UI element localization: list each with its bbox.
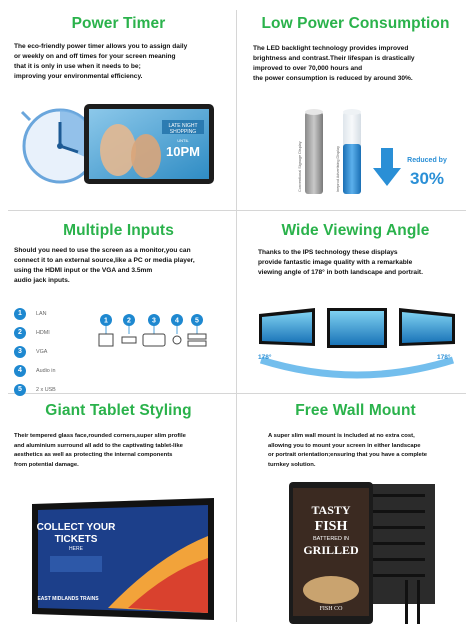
- svg-text:Ineprod Advertising Display: Ineprod Advertising Display: [336, 145, 340, 192]
- power-timer-title: Power Timer: [71, 15, 166, 32]
- angle-arc: [261, 360, 453, 375]
- portrait-screen: [289, 482, 373, 624]
- ineprod-bar: [343, 109, 361, 194]
- svg-text:30%: 30%: [409, 169, 445, 188]
- number-badge: 2: [14, 327, 26, 339]
- number-badge: 1: [14, 308, 26, 320]
- svg-text:UNTIL: UNTIL: [177, 138, 189, 143]
- input-legend: [14, 304, 84, 399]
- giant-tablet-line: Their tempered glass face,rounded corners,super slim profile: [14, 433, 186, 439]
- monitor-image: [84, 104, 214, 184]
- viewing-angle-illustration: [251, 304, 463, 384]
- vga-port-icon: [143, 334, 165, 346]
- legend-item: [14, 304, 84, 323]
- wide-angle-description: [258, 248, 470, 278]
- low-power-line: improved to over 70,000 hours and: [253, 65, 363, 72]
- svg-text:FISH CO: FISH CO: [319, 606, 343, 612]
- wall-mount-description: [268, 432, 468, 470]
- power-timer-illustration: [18, 100, 218, 200]
- power-timer-line: The eco-friendly power timer allows you to assign daily: [14, 43, 188, 50]
- legend-label: Audio in: [36, 367, 56, 374]
- legend-item: [14, 361, 84, 380]
- legend-item: [14, 323, 84, 342]
- svg-text:COLLECT YOUR: COLLECT YOUR: [36, 522, 116, 533]
- power-timer-line: or weekly on and off times for your screen meaning: [14, 53, 176, 60]
- low-power-title: Low Power Consumption: [261, 15, 450, 32]
- screen-center: [327, 308, 387, 348]
- wall-mount-line: or portrait orientation;ensuring that you have a complete: [268, 452, 428, 459]
- wall-mount-illustration: [287, 480, 437, 626]
- wide-angle-line: Thanks to the IPS technology these displays: [258, 249, 398, 256]
- svg-text:BATTERED IN: BATTERED IN: [313, 536, 349, 542]
- power-timer-line: that it is only in use when it needs to be;: [14, 63, 141, 70]
- number-badge: 5: [14, 384, 26, 396]
- legend-label: HDMI: [36, 329, 50, 336]
- legend-label: LAN: [36, 310, 47, 317]
- wall-mount-line: allowing you to mount your screen in either landscape: [268, 442, 421, 449]
- power-timer-line: improving your environmental efficiency.: [14, 73, 143, 80]
- multiple-inputs-line: Should you need to use the screen as a monitor,you can: [14, 247, 191, 254]
- wide-angle-line: viewing angle of 178° in both landscape and portrait.: [258, 269, 423, 276]
- wide-angle-line: provide fantastic image quality with a remarkable: [258, 259, 413, 266]
- svg-text:Conventional Signage Display: Conventional Signage Display: [298, 141, 302, 192]
- giant-tablet-description: [14, 432, 228, 470]
- svg-text:GRILLED: GRILLED: [303, 543, 359, 557]
- low-power-line: The LED backlight technology provides improved: [253, 45, 409, 52]
- wall-mount-line: A super slim wall mount is included at no extra cost,: [268, 433, 415, 439]
- legend-label: VGA: [36, 348, 48, 355]
- wall-mount-section: [237, 394, 474, 632]
- low-power-line: brightness and contrast.Their lifespan is drastically: [253, 55, 415, 62]
- screen-right: [399, 308, 455, 346]
- hdmi-port-icon: [122, 337, 136, 343]
- svg-text:10PM: 10PM: [166, 144, 200, 159]
- tablet-illustration: [28, 496, 218, 622]
- multiple-inputs-section: [0, 212, 237, 412]
- svg-text:FISH: FISH: [314, 519, 348, 534]
- angle-label-left: 178°: [258, 354, 272, 361]
- low-power-line: the power consumption is reduced by around 30%.: [253, 75, 413, 82]
- svg-text:EAST MIDLANDS TRAINS: EAST MIDLANDS TRAINS: [37, 596, 99, 602]
- wide-angle-section: [237, 212, 474, 412]
- svg-text:Reduced by: Reduced by: [407, 157, 447, 164]
- audio-port-icon: [173, 336, 181, 344]
- giant-tablet-line: aesthetics as well as protecting the internal components: [14, 452, 173, 459]
- power-comparison-illustration: [277, 104, 457, 204]
- multiple-inputs-line: connect it to an external source,like a PC or media player,: [14, 257, 195, 264]
- number-badge: 3: [14, 346, 26, 358]
- multiple-inputs-line: audio jack inputs.: [14, 277, 70, 284]
- usb-port-icon: [188, 334, 206, 339]
- power-timer-description: [14, 42, 226, 82]
- wall-mount-title: Free Wall Mount: [295, 402, 416, 419]
- multiple-inputs-line: using the HDMI input or the VGA and 3.5mm: [14, 267, 153, 274]
- multiple-inputs-title: Multiple Inputs: [63, 222, 174, 239]
- giant-tablet-line: and aluminium surround all add to the captivating tablet-like: [14, 442, 183, 449]
- svg-text:SHOPPING: SHOPPING: [169, 129, 197, 135]
- svg-text:TASTY: TASTY: [311, 503, 351, 517]
- conventional-bar: [305, 109, 323, 194]
- low-power-description: [253, 44, 465, 84]
- svg-text:1: 1: [104, 317, 108, 325]
- svg-text:3: 3: [152, 317, 156, 325]
- svg-text:4: 4: [175, 317, 179, 325]
- giant-tablet-title: Giant Tablet Styling: [45, 402, 192, 419]
- svg-text:LATE NIGHT: LATE NIGHT: [168, 123, 198, 129]
- svg-text:2: 2: [127, 317, 131, 325]
- number-badge: 4: [14, 365, 26, 377]
- svg-text:5: 5: [195, 317, 199, 325]
- ports-diagram: [96, 312, 221, 354]
- divider-1: [8, 210, 466, 211]
- multiple-inputs-description: [14, 246, 230, 286]
- legend-item: [14, 342, 84, 361]
- low-power-section: [237, 0, 474, 210]
- legend-label: 2 x USB: [36, 386, 56, 393]
- giant-tablet-section: [0, 394, 237, 632]
- power-timer-section: [0, 0, 237, 210]
- svg-text:TICKETS: TICKETS: [54, 534, 98, 545]
- svg-text:HERE: HERE: [69, 546, 83, 552]
- wall-mount-line: turnkey solution.: [268, 461, 316, 468]
- down-arrow-icon: [373, 148, 401, 186]
- screen-left: [259, 308, 315, 346]
- lan-port-icon: [99, 334, 113, 346]
- angle-label-right: 178°: [437, 354, 451, 361]
- wide-angle-title: Wide Viewing Angle: [281, 222, 430, 239]
- giant-tablet-line: from potential damage.: [14, 461, 79, 468]
